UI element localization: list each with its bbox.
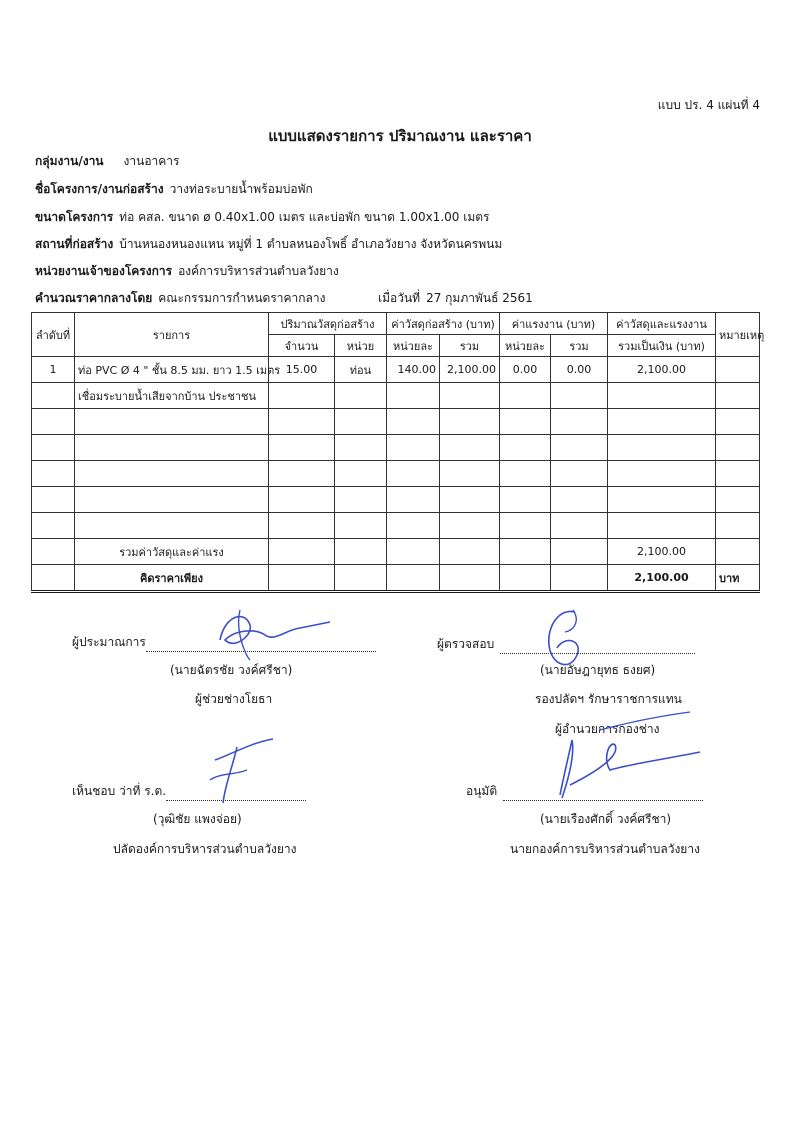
size-label: ขนาดโครงการ <box>35 210 114 224</box>
header-qty-group: ปริมาณวัสดุก่อสร้าง <box>269 313 387 335</box>
empty-row <box>32 435 760 461</box>
empty-row <box>32 513 760 539</box>
header-sum-total: รวมเป็นเงิน (บาท) <box>608 335 716 357</box>
estimator-name: (นายฉัตรชัย วงค์ศรีชา) <box>170 663 293 677</box>
row-item: ท่อ PVC Ø 4 " ชั้น 8.5 มม. ยาว 1.5 เมตร <box>75 357 269 383</box>
header-labor-unit: หน่วยละ <box>500 335 551 357</box>
location-value: บ้านหนองหนองแหน หมู่ที่ 1 ตำบลหนองโพธิ์ อำเภอวังยาง จังหวัดนครพนม <box>119 237 503 251</box>
inspector-position-2: ผู้อำนวยการกองช่าง <box>555 722 660 736</box>
estimator-position: ผู้ช่วยช่างโยธา <box>195 692 273 706</box>
inspector-label: ผู้ตรวจสอบ <box>437 637 495 651</box>
calc-value: คณะกรรมการกำหนดราคากลาง <box>158 291 326 305</box>
row-remark <box>716 383 760 409</box>
approver-label: อนุมัติ <box>466 784 498 798</box>
info-calc <box>35 289 325 308</box>
header-unit: หน่วย <box>335 335 387 357</box>
estimator-label: ผู้ประมาณการ <box>72 635 146 649</box>
owner-value: องค์การบริหารส่วนตำบลวังยาง <box>178 264 339 278</box>
recommend-signature <box>195 735 285 810</box>
row-labor-total <box>551 383 608 409</box>
header-no: ลำดับที่ <box>32 313 75 357</box>
row-qty: 15.00 <box>269 357 335 383</box>
recommend-position: ปลัดองค์การบริหารส่วนตำบลวังยาง <box>113 842 297 856</box>
row-sum-total: 2,100.00 <box>608 357 716 383</box>
grand-total-row <box>32 565 760 592</box>
grand-total-value: 2,100.00 <box>608 565 716 592</box>
document-title: แบบแสดงรายการ ปริมาณงาน และราคา <box>268 127 532 145</box>
approver-name: (นายเรืองศักดิ์ วงค์ศรีชา) <box>540 812 672 826</box>
info-size <box>35 208 489 227</box>
header-item: รายการ <box>75 313 269 357</box>
project-label: ชื่อโครงการ/งานก่อสร้าง <box>35 182 164 196</box>
row-remark <box>716 357 760 383</box>
header-material-group: ค่าวัสดุก่อสร้าง (บาท) <box>387 313 500 335</box>
empty-row <box>32 461 760 487</box>
table-row <box>32 383 760 409</box>
subtotal-label: รวมค่าวัสดุและค่าแรง <box>75 539 269 565</box>
header-remark: หมายเหตุ <box>716 313 760 357</box>
row-material-total <box>440 383 500 409</box>
row-item: เชื่อมระบายน้ำเสียจากบ้าน ประชาชน <box>75 383 269 409</box>
location-label: สถานที่ก่อสร้าง <box>35 237 114 251</box>
info-date <box>378 289 533 308</box>
header-material-unit: หน่วยละ <box>387 335 440 357</box>
empty-row <box>32 409 760 435</box>
info-location <box>35 235 502 254</box>
row-no <box>32 383 75 409</box>
table-row <box>32 357 760 383</box>
approver-position: นายกองค์การบริหารส่วนตำบลวังยาง <box>510 842 700 856</box>
subtotal-row <box>32 539 760 565</box>
row-labor-unit <box>500 383 551 409</box>
inspector-name: (นายอัษฎายุทธ ธงยศ) <box>540 663 656 677</box>
header-labor-total: รวม <box>551 335 608 357</box>
row-no: 1 <box>32 357 75 383</box>
inspector-signature <box>535 600 595 680</box>
row-qty <box>269 383 335 409</box>
row-sum-total <box>608 383 716 409</box>
price-table <box>31 312 765 593</box>
owner-label: หน่วยงานเจ้าของโครงการ <box>35 264 173 278</box>
info-project <box>35 180 313 199</box>
header-labor-group: ค่าแรงงาน (บาท) <box>500 313 608 335</box>
grand-total-label: คิดราคาเพียง <box>75 565 269 592</box>
row-material-unit <box>387 383 440 409</box>
size-value: ท่อ คสล. ขนาด ø 0.40x1.00 เมตร และบ่อพัก ขนาด 1.00x1.00 เมตร <box>119 210 490 224</box>
header-material-total: รวม <box>440 335 500 357</box>
subtotal-value: 2,100.00 <box>608 539 716 565</box>
recommend-name: (วุฒิชัย แพงจ่อย) <box>153 812 242 826</box>
approver-signature <box>540 710 705 805</box>
info-group <box>35 152 179 171</box>
grand-total-unit: บาท <box>716 565 760 592</box>
estimator-signature <box>205 600 335 670</box>
row-material-total: 2,100.00 <box>440 357 500 383</box>
project-value: วางท่อระบายน้ำพร้อมบ่อพัก <box>169 182 313 196</box>
group-label: กลุ่มงาน/งาน <box>35 154 104 168</box>
header-qty: จำนวน <box>269 335 335 357</box>
row-material-unit: 140.00 <box>387 357 440 383</box>
date-value: 27 กุมภาพันธ์ 2561 <box>426 291 533 305</box>
row-unit <box>335 383 387 409</box>
row-labor-unit: 0.00 <box>500 357 551 383</box>
date-label: เมื่อวันที่ <box>378 291 421 305</box>
info-owner <box>35 262 339 281</box>
empty-row <box>32 487 760 513</box>
row-labor-total: 0.00 <box>551 357 608 383</box>
inspector-position-1: รองปลัดฯ รักษาราชการแทน <box>535 692 682 706</box>
form-number: แบบ ปร. 4 แผ่นที่ 4 <box>657 98 760 112</box>
group-value: งานอาคาร <box>123 154 180 168</box>
header-sum-group: ค่าวัสดุและแรงงาน <box>608 313 716 335</box>
recommend-label: เห็นชอบ ว่าที่ ร.ต. <box>72 784 167 798</box>
calc-label: คำนวณราคากลางโดย <box>35 291 153 305</box>
row-unit: ท่อน <box>335 357 387 383</box>
table-header-row-1 <box>32 313 760 335</box>
